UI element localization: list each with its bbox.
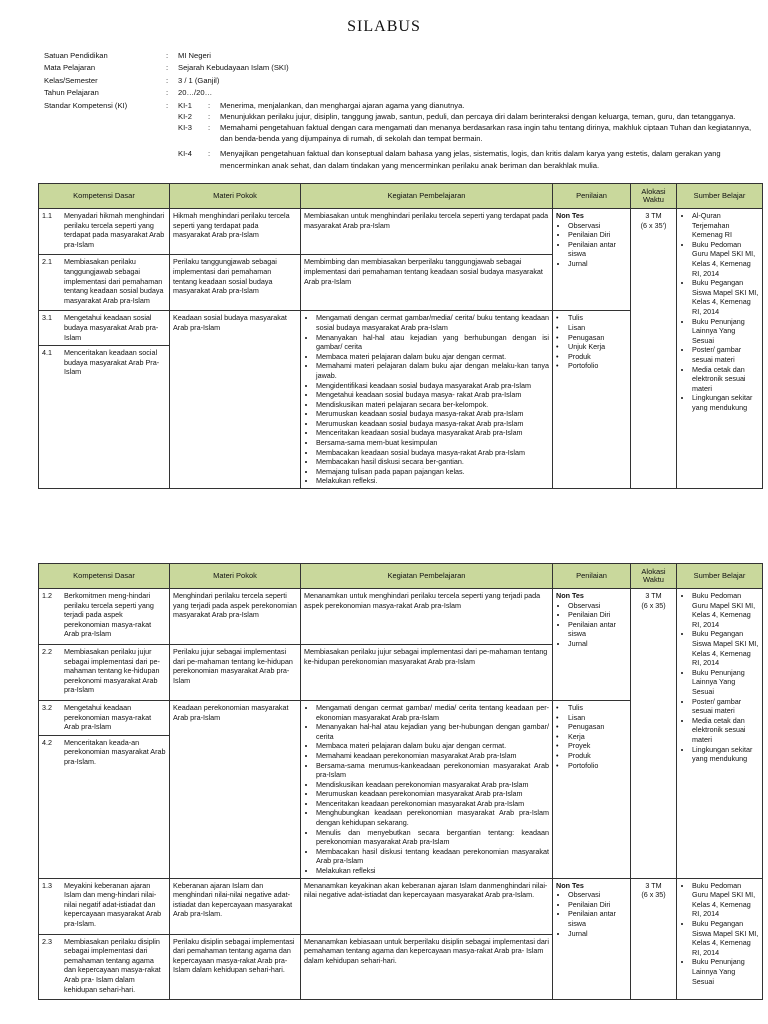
kegiatan-cell: Menanamkan untuk menghindari perilaku tercela seperti yang terjadi pada aspek perekonomian masya-rakat Arab pra-Islam — [301, 589, 553, 645]
penilaian-item: • Penilaian antar siswa — [568, 909, 627, 928]
identity-row — [44, 50, 754, 62]
penilaian-text: Unjuk Kerja — [568, 342, 606, 352]
penilaian-item: • Jurnal — [568, 929, 627, 939]
penilaian-title: Non Tes — [556, 591, 584, 600]
sumber-item: • Buku Penunjang Lainnya Yang Sesuai — [692, 317, 759, 346]
materi-cell: Keadaan sosial budaya masyarakat Arab pra-Islam — [170, 311, 301, 489]
kd-code: 2.2 — [42, 646, 52, 656]
materi-cell: Keberanan ajaran Islam dan menghindari nilai-nilai negative adat-istiadat dan kepercayaan masyarakat Arab pra-Islam. — [170, 878, 301, 934]
kegiatan-item: • Menanyakan hal-hal atau kejadian yang berhubungan dengan isi gambar/ cerita — [316, 333, 549, 352]
penilaian-cell — [553, 209, 631, 311]
penilaian-item — [556, 751, 627, 761]
penilaian-item: • Observasi — [568, 890, 627, 900]
penilaian-text: Lisan — [568, 322, 586, 332]
identity-label: Tahun Pelajaran — [44, 88, 99, 98]
penilaian-list — [556, 221, 627, 269]
alokasi-line: (6 x 35) — [641, 890, 666, 900]
kegiatan-item: • Mengetahui keadaan sosial budaya masya- rakat Arab pra-Islam — [316, 390, 549, 400]
penilaian-text: Penugasan — [568, 722, 605, 732]
sumber-cell — [677, 209, 763, 489]
bullet: • — [556, 702, 559, 712]
ki-code: KI-4 — [178, 149, 192, 159]
kegiatan-item: • Menghubungkan keadaan perekonomian masyarakat Arab pra-Islam dengan kehidupan sekarang. — [316, 808, 549, 827]
kegiatan-item: • Mengamati dengan cermat gambar/ media/ cerita tentang keadaan per-ekonomian masyarakat Arab pra-Islam — [316, 703, 549, 722]
column-header: Penilaian — [553, 564, 631, 589]
column-header: Sumber Belajar — [677, 184, 763, 209]
kd-code: 3.1 — [42, 313, 52, 323]
kegiatan-item: • Bersama-sama merumus-kankeadaan perekonomian masyarakat Arab pra-Islam — [316, 761, 549, 780]
colon: : — [208, 149, 211, 159]
kd-code: 1.2 — [42, 591, 52, 600]
penilaian-cell — [553, 878, 631, 1000]
kegiatan-item: • Menceritakan keadaan sosial budaya masyarakat Arab pra-Islam — [316, 428, 549, 438]
kd-cell — [39, 589, 170, 645]
alokasi-cell — [631, 878, 677, 1000]
sumber-item: • Al-Quran Terjemahan Kemenag RI — [692, 211, 759, 240]
colon: : — [166, 100, 169, 110]
penilaian-item — [556, 703, 627, 713]
identity-value: 3 / 1 (Ganjil) — [178, 75, 220, 85]
kegiatan-item: • Menulis dan menyebutkan secara bergantian tentang: keadaan perekonomian masyarakat Arab pra-Islam — [316, 828, 549, 847]
sumber-item: • Poster/ gambar sesuai materi — [692, 697, 759, 716]
ki-text: Menyajikan pengetahuan faktual dan konseptual dalam bahasa yang jelas, sistematis, logis, dan kritis dalam karya yang estetis, dalam gerakan yang mencerminkan anak sehat, dan dalam tindakan yang mencerminkan perilaku anak beriman dan berakhlak mulia. — [220, 149, 721, 170]
identity-block — [44, 50, 754, 171]
kd-text: Membiasakan perilaku disiplin sebagai implementasi dari pemahaman tentang agama dan kepercayaan masya-rakat Arab pra- Islam dalam kehidupan sehari-hari. — [64, 936, 161, 994]
penilaian-item: • Penilaian Diri — [568, 230, 627, 240]
identity-value: MI Negeri — [178, 51, 211, 60]
kd-item — [42, 591, 166, 639]
alokasi-cell — [631, 589, 677, 879]
kegiatan-cell: Menanamkan keyakinan akan keberanan ajaran Islam danmenghindari nilai-nilai negative adat-istiadat dan kepercayaan masyarakat Arab pra-Islam. — [301, 878, 553, 934]
identity-value: Sejarah Kebudayaan Islam (SKI) — [178, 63, 289, 73]
kd-code: 1.1 — [42, 211, 52, 220]
penilaian-item — [556, 352, 627, 362]
bullet: • — [556, 313, 559, 323]
bullet: • — [556, 712, 559, 722]
penilaian-item: • Jurnal — [568, 639, 627, 649]
penilaian-list — [556, 313, 627, 371]
colon: : — [166, 88, 169, 98]
sumber-item: • Media cetak dan elektronik sesuai materi — [692, 365, 759, 394]
kd-cell — [39, 878, 170, 934]
identity-row — [44, 62, 754, 74]
column-header: Kompetensi Dasar — [39, 564, 170, 589]
sumber-item: • Lingkungan sekitar yang mendukung — [692, 393, 759, 412]
kegiatan-item: • Memajang tulisan pada papan pajangan kelas. — [316, 467, 549, 477]
alokasi-line: (6 x 35') — [640, 220, 667, 230]
sumber-list — [680, 881, 759, 987]
kegiatan-cell: Membiasakan perilaku jujur sebagai implementasi dari pe-mahaman tentang ke-hidupan perekonomian masyarakat Arab pra-Islam — [301, 644, 553, 700]
kd-item — [42, 881, 166, 929]
kegiatan-item: • Merumuskan keadaan perekonomian masyarakat Arab pra-Islam — [316, 789, 549, 799]
penilaian-title: Non Tes — [556, 211, 584, 220]
kd-text: Menceritakan keada-an perekonomian masyarakat Arab pra-Islam. — [64, 737, 166, 766]
column-header: Alokasi Waktu — [631, 564, 677, 589]
sumber-item: • Buku Pegangan Siswa Mapel SKI MI, Kelas 4, Kemenag RI, 2014 — [692, 919, 759, 957]
ki-row — [178, 100, 754, 111]
alokasi-line: (6 x 35) — [641, 600, 666, 610]
kd-text: Meyakini keberanan ajaran Islam dan meng-hindari nilai-nilai negatif adat-istiadat dan kepercayaan masyarakat Arab pra-Islam. — [64, 880, 162, 928]
alokasi-cell — [631, 209, 677, 489]
penilaian-text: Penugasan — [568, 332, 605, 342]
penilaian-cell — [553, 700, 631, 878]
kd-item — [39, 735, 169, 767]
kd-item — [39, 345, 169, 377]
column-header: Materi Pokok — [170, 184, 301, 209]
kegiatan-item: • Merumuskan keadaan sosial budaya masya-rakat Arab pra-Islam — [316, 419, 549, 429]
kegiatan-item: • Membaca materi pelajaran dalam buku ajar dengan cermat. — [316, 352, 549, 362]
kegiatan-item: • Membaca materi pelajaran dalam buku ajar dengan cermat. — [316, 741, 549, 751]
bullet: • — [556, 342, 559, 352]
bullet: • — [556, 361, 559, 371]
penilaian-text: Lisan — [568, 712, 586, 722]
kegiatan-item: • Bersama-sama mem-buat kesimpulan — [316, 438, 549, 448]
sumber-item: • Buku Pedoman Guru Mapel SKI MI, Kelas 4, Kemenag RI, 2014 — [692, 591, 759, 629]
penilaian-text: Produk — [568, 750, 591, 760]
kegiatan-cell — [301, 311, 553, 489]
kd-item — [42, 313, 166, 342]
bullet: • — [556, 351, 559, 361]
kegiatan-item: • Melakukan refleksi — [316, 866, 549, 876]
penilaian-cell — [553, 311, 631, 489]
ki-code: KI-1 — [178, 100, 192, 110]
kd-item — [42, 211, 166, 249]
sumber-list — [680, 591, 759, 764]
colon: : — [166, 63, 169, 73]
kd-text: Menyadari hikmah menghindari perilaku tercela seperti yang terdapat pada masyarakat Arab pra-Islam — [64, 211, 165, 249]
materi-cell: Perilaku jujur sebagai implementasi dari pe-mahaman tentang ke-hidupan perekonomian masyarakat Arab pra-Islam — [170, 644, 301, 700]
alokasi-line: 3 TM — [645, 591, 662, 600]
penilaian-item — [556, 741, 627, 751]
identity-label: Standar Kompetensi (KI) — [44, 100, 128, 110]
kegiatan-item: • Mengamati dengan cermat gambar/media/ cerita/ buku tentang keadaan sosial budaya masyarakat Arab pra-Islam — [316, 313, 549, 332]
penilaian-item — [556, 722, 627, 732]
penilaian-item — [556, 342, 627, 352]
kd-text: Mengetahui keadaan perekonomian masya-rakat Arab pra-Islam — [64, 702, 152, 732]
penilaian-text: Portofolio — [568, 760, 599, 770]
colon: : — [166, 51, 169, 60]
kegiatan-item: • Memahami materi pelajaran dalam buku ajar dengan melaku-kan tanya jawab. — [316, 361, 549, 380]
sumber-list — [680, 211, 759, 412]
bullet: • — [556, 760, 559, 770]
column-header: Alokasi Waktu — [631, 184, 677, 209]
identity-label: Kelas/Semester — [44, 75, 98, 85]
kd-item — [42, 937, 166, 995]
colon: : — [208, 100, 211, 110]
alokasi-line: 3 TM — [645, 880, 662, 890]
colon: : — [208, 123, 211, 133]
kegiatan-cell — [301, 700, 553, 878]
penilaian-item — [556, 732, 627, 742]
sumber-item: • Buku Pedoman Guru Mapel SKI MI, Kelas 4, Kemenag RI, 2014 — [692, 240, 759, 278]
penilaian-item: • Jurnal — [568, 259, 627, 269]
kd-text: Berkomitmen meng-hindari perilaku tercela seperti yang terjadi pada aspek perekonomian masya-rakat Arab pra-Islam — [64, 591, 154, 639]
kegiatan-item: • Membacakan hasil diskusi secara ber-gantian. — [316, 457, 549, 467]
materi-cell: Keadaan perekonomian masyarakat Arab pra-Islam — [170, 700, 301, 878]
penilaian-item: • Observasi — [568, 221, 627, 231]
sumber-cell — [677, 878, 763, 1000]
penilaian-cell — [553, 589, 631, 701]
column-header: Materi Pokok — [170, 564, 301, 589]
syllabus-table-2 — [38, 563, 763, 1000]
penilaian-list — [556, 890, 627, 938]
column-header: Kegiatan Pembelajaran — [301, 564, 553, 589]
kegiatan-list — [304, 313, 549, 486]
sumber-item: • Lingkungan sekitar yang mendukung — [692, 745, 759, 764]
kegiatan-cell: Menanamkan kebiasaan untuk berperilaku disiplin sebagai implementasi dari pemahaman tentang agama dan kepercayaan masya-rakat Arab pra- Islam dalam kehidupan sehari-hari. — [301, 934, 553, 1000]
kd-code: 2.1 — [42, 257, 52, 267]
kegiatan-item: • Memahami keadaan perekonomian masyarakat Arab pra-Islam — [316, 751, 549, 761]
bullet: • — [556, 322, 559, 332]
kegiatan-list — [304, 703, 549, 876]
penilaian-item — [556, 761, 627, 771]
materi-cell: Perilaku tanggungjawab sebagai implementasi dari pemahaman tentang keadaan sosial budaya masyarakat Arab pra-Islam — [170, 255, 301, 311]
table-row — [39, 878, 763, 934]
materi-cell: Perilaku disiplin sebagai implementasi dari pemahaman tentang agama dan kepercayaan masya-rakat Arab pra- Islam dalam kehidupan sehari-hari. — [170, 934, 301, 1000]
penilaian-text: Portofolio — [568, 361, 599, 371]
sumber-item: • Buku Pegangan Siswa Mapel SKI MI, Kelas 4, Kemenag RI, 2014 — [692, 278, 759, 316]
column-header: Kompetensi Dasar — [39, 184, 170, 209]
sumber-item: • Buku Pedoman Guru Mapel SKI MI, Kelas 4, Kemenag RI, 2014 — [692, 881, 759, 919]
kd-cell — [39, 934, 170, 1000]
ki-list — [178, 100, 754, 171]
kegiatan-cell: Membimbing dan membiasakan berperilaku tanggungjawab sebagai implementasi dari pemahaman tentang keadaan sosial budaya masyarakat Arab pra-Islam — [301, 255, 553, 311]
bullet: • — [556, 741, 559, 751]
kegiatan-item: • Mengidentifikasi keadaan sosial budaya masyarakat Arab pra-Islam — [316, 381, 549, 391]
penilaian-item: • Penilaian antar siswa — [568, 620, 627, 639]
bullet: • — [556, 731, 559, 741]
kd-item — [42, 257, 166, 305]
syllabus-table-1 — [38, 183, 763, 489]
ki-code: KI-2 — [178, 111, 192, 121]
materi-cell: Hikmah menghindari perilaku tercela seperti yang terdapat pada masyarakat Arab pra-Islam — [170, 209, 301, 255]
kd-cell — [39, 700, 170, 878]
kd-code: 3.2 — [42, 702, 52, 712]
kd-cell — [39, 209, 170, 255]
bullet: • — [556, 722, 559, 732]
kd-code: 2.3 — [42, 936, 52, 946]
colon: : — [208, 111, 211, 121]
penilaian-item — [556, 713, 627, 723]
identity-value: 20…/20… — [178, 88, 213, 98]
kd-code: 4.2 — [42, 737, 52, 747]
table-row — [39, 589, 763, 645]
identity-row — [44, 75, 754, 87]
bullet: • — [556, 750, 559, 760]
identity-label: Mata Pelajaran — [44, 63, 96, 73]
kegiatan-item: • Menceritakan keadaan perekonomian masyarakat Arab pra-Islam — [316, 799, 549, 809]
penilaian-text: Tulis — [568, 702, 583, 712]
kd-text: Mengetahui keadaan sosial budaya masyarakat Arab pra-Islam — [64, 313, 159, 342]
sumber-item: • Media cetak dan elektronik sesuai materi — [692, 716, 759, 745]
ki-row — [178, 148, 754, 170]
kd-item — [42, 703, 166, 732]
bullet: • — [556, 332, 559, 342]
kd-cell — [39, 644, 170, 700]
colon: : — [166, 75, 169, 85]
materi-cell: Menghindari perilaku tercela seperti yang terjadi pada aspek perekonomian masyarakat Arab pra-Islam — [170, 589, 301, 645]
column-header: Sumber Belajar — [677, 564, 763, 589]
sumber-item: • Poster/ gambar sesuai materi — [692, 345, 759, 364]
kegiatan-cell: Membiasakan untuk menghindari perilaku tercela seperti yang terdapat pada masyarakat Arab pra-Islam — [301, 209, 553, 255]
penilaian-title: Non Tes — [556, 880, 584, 890]
sumber-cell — [677, 589, 763, 879]
alokasi-line: 3 TM — [645, 211, 662, 220]
kd-item — [42, 647, 166, 695]
penilaian-item: • Penilaian Diri — [568, 610, 627, 620]
penilaian-item — [556, 313, 627, 323]
kegiatan-item: • Mendiskusikan keadaan perekonomian masyarakat Arab pra-Islam — [316, 780, 549, 790]
kegiatan-item: • Melakukan refleksi. — [316, 476, 549, 486]
kd-cell — [39, 311, 170, 489]
kd-code: 1.3 — [42, 880, 52, 890]
penilaian-item: • Penilaian antar siswa — [568, 240, 627, 259]
penilaian-item: • Observasi — [568, 601, 627, 611]
penilaian-text: Tulis — [568, 313, 583, 323]
table-row — [39, 209, 763, 255]
sumber-item: • Buku Penunjang Lainnya Yang Sesuai — [692, 957, 759, 986]
kegiatan-item: • Membacakan keadaan sosial budaya masya-rakat Arab pra-Islam — [316, 448, 549, 458]
kegiatan-item: • Membacakan hasil diskusi tentang keadaan perekonomian masyarakat Arab pra-Islam — [316, 847, 549, 866]
kd-code: 4.1 — [42, 348, 52, 358]
kd-text: Membiasakan perilaku jujur sebagai implementasi dari pe-mahaman tentang ke-hidupan perekonomi masyarakat Arab pra-Islam — [64, 646, 160, 695]
penilaian-text: Kerja — [568, 731, 585, 741]
kegiatan-item: • Mendiskusikan materi pelajaran secara ber-kelompok. — [316, 400, 549, 410]
penilaian-item — [556, 333, 627, 343]
penilaian-item: • Penilaian Diri — [568, 900, 627, 910]
identity-row — [44, 87, 754, 99]
penilaian-item — [556, 361, 627, 371]
ki-text: Memahami pengetahuan faktual dengan cara mengamati dan menanya berdasarkan rasa ingin tahu tentang dirinya, makhluk ciptaan Tuhan dan kegiatannya, dan benda-benda yang dijumpainya di rumah, di sekolah dan tempat bermain. — [220, 123, 752, 144]
kegiatan-item: • Merumuskan keadaan sosial budaya masya-rakat Arab pra-Islam — [316, 409, 549, 419]
identity-label: Satuan Pendidikan — [44, 51, 108, 60]
ki-code: KI-3 — [178, 123, 192, 133]
kd-cell — [39, 255, 170, 311]
kd-text: Menceritakan keadaan social budaya masyarakat Arab Pra-Islam — [64, 348, 160, 377]
column-header: Kegiatan Pembelajaran — [301, 184, 553, 209]
ki-text: Menerima, menjalankan, dan menghargai ajaran agama yang dianutnya. — [220, 100, 465, 110]
penilaian-text: Produk — [568, 351, 591, 361]
kd-text: Membiasakan perilaku tanggungjawab sebagai implementasi dari pemahaman tentang keadaan sosial budaya masyarakat Arab pra-Islam — [64, 257, 164, 305]
penilaian-list — [556, 601, 627, 649]
penilaian-list — [556, 703, 627, 770]
penilaian-text: Proyek — [568, 741, 591, 751]
page-title: SILABUS — [347, 18, 421, 35]
ki-row — [178, 122, 754, 144]
ki-row — [178, 111, 754, 122]
penilaian-item — [556, 323, 627, 333]
sumber-item: • Buku Pegangan Siswa Mapel SKI MI, Kelas 4, Kemenag RI, 2014 — [692, 629, 759, 667]
sumber-item: • Buku Penunjang Lainnya Yang Sesuai — [692, 668, 759, 697]
kegiatan-item: • Menanyakan hal-hal atau kejadian yang ber-hubungan dengan gambar/ cerita — [316, 722, 549, 741]
ki-text: Menunjukkan perilaku jujur, disiplin, tanggung jawab, santun, peduli, dan percaya diri dalam berinteraksi dengan keluarga, teman, guru, dan tetangganya. — [220, 111, 736, 121]
column-header: Penilaian — [553, 184, 631, 209]
